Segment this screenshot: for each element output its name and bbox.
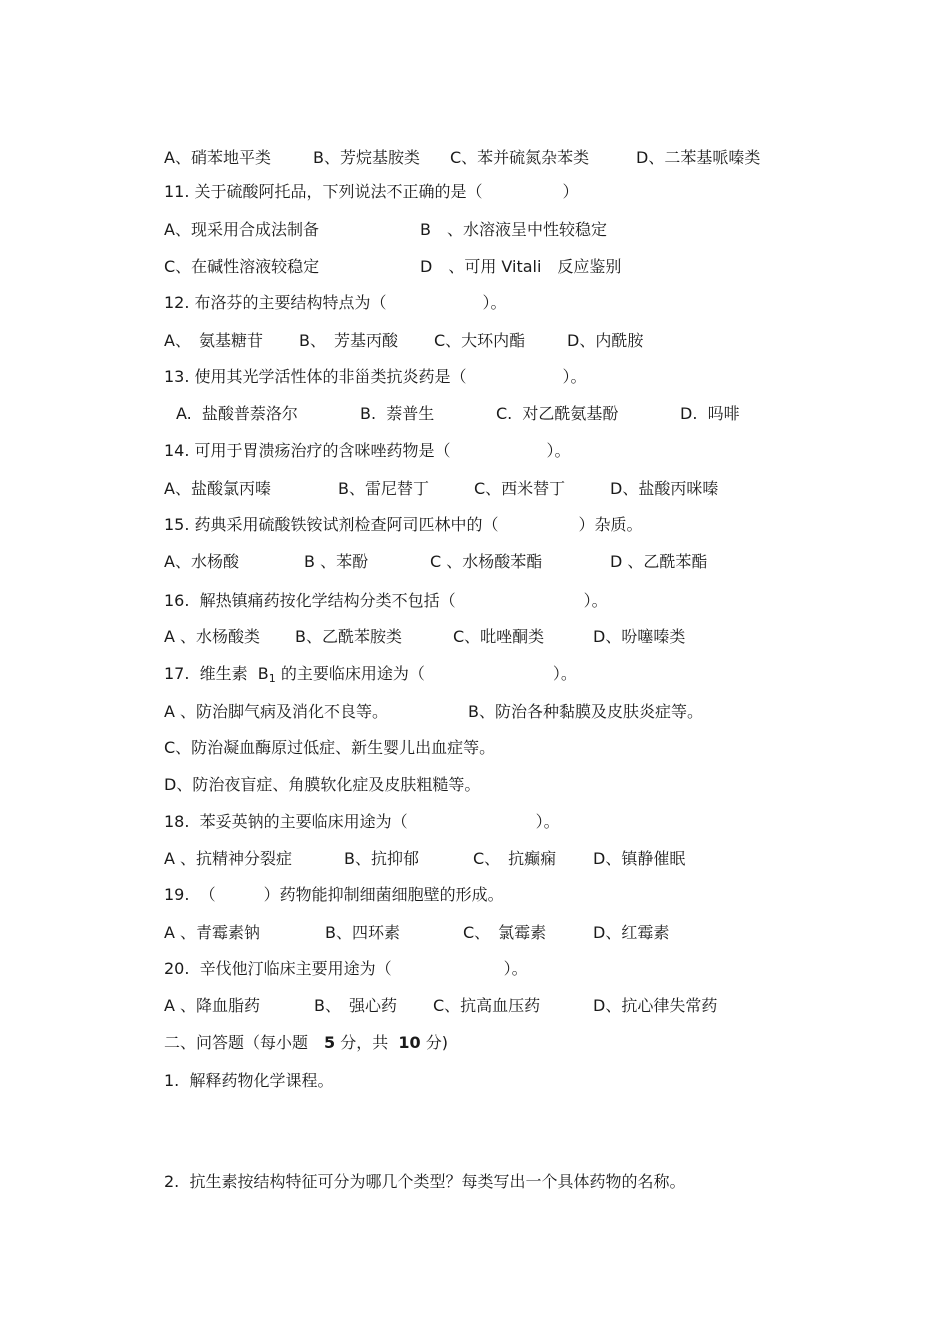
q18-option-d: D、镇静催眠 xyxy=(593,849,686,868)
q20-stem: 20. 辛伐他汀临床主要用途为（ ）。 xyxy=(164,959,528,978)
q18-option-b: B、抗抑郁 xyxy=(344,849,419,868)
q17-stem: 17. 维生素 $B_1$ 的主要临床用途为（ ）。 xyxy=(164,664,577,685)
q12-option-d: D、内酰胺 xyxy=(567,331,644,350)
q17-option-d: D、防治夜盲症、角膜软化症及皮肤粗糙等。 xyxy=(164,775,481,794)
q16-option-a: A 、水杨酸类 xyxy=(164,627,261,646)
q18-stem: 18. 苯妥英钠的主要临床用途为（ ）。 xyxy=(164,812,560,831)
q14-stem: 14. 可用于胃溃疡治疗的含咪唑药物是（ ）。 xyxy=(164,441,571,460)
q10-option-b: B、芳烷基胺类 xyxy=(313,148,420,167)
q16-stem: 16. 解热镇痛药按化学结构分类不包括（ ）。 xyxy=(164,591,608,610)
q11-option-a: A、现采用合成法制备 xyxy=(164,220,319,239)
q15-option-b: B 、苯酚 xyxy=(304,552,369,571)
q14-option-a: A、盐酸氯丙嗪 xyxy=(164,479,271,498)
q17-option-b: B、防治各种黏膜及皮肤炎症等。 xyxy=(468,702,703,721)
q19-option-a: A 、青霉素钠 xyxy=(164,923,261,942)
q18-option-c: C、 抗癫痫 xyxy=(473,849,557,868)
q14-option-c: C、西米替丁 xyxy=(474,479,566,498)
q11-option-d: D 、可用 Vitali 反应鉴别 xyxy=(420,257,622,276)
section-2-heading: 二、问答题（每小题 5 分，共 10 分) xyxy=(164,1033,449,1052)
q20-option-c: C、抗高血压药 xyxy=(433,996,541,1015)
q13-option-c: C. 对乙酰氨基酚 xyxy=(496,404,619,423)
qa-question-2: 2. 抗生素按结构特征可分为哪几个类型？每类写出一个具体药物的名称。 xyxy=(164,1172,686,1191)
q19-stem: 19. （ ）药物能抑制细菌细胞壁的形成。 xyxy=(164,885,504,904)
q13-option-d: D. 吗啡 xyxy=(680,404,740,423)
q15-option-c: C 、水杨酸苯酯 xyxy=(430,552,543,571)
q12-option-a: A、 氨基糖苷 xyxy=(164,331,263,350)
q16-option-b: B、乙酰苯胺类 xyxy=(295,627,402,646)
q19-option-d: D、红霉素 xyxy=(593,923,670,942)
q13-option-a: A. 盐酸普萘洛尔 xyxy=(176,404,298,423)
q14-option-d: D、盐酸丙咪嗪 xyxy=(610,479,719,498)
q16-option-c: C、吡唑酮类 xyxy=(453,627,545,646)
q17-option-a: A 、防治脚气病及消化不良等。 xyxy=(164,702,389,721)
q17-option-c: C、防治凝血酶原过低症、新生婴儿出血症等。 xyxy=(164,738,496,757)
qa-question-1: 1. 解释药物化学课程。 xyxy=(164,1071,334,1090)
q13-stem: 13. 使用其光学活性体的非甾类抗炎药是（ ）。 xyxy=(164,367,587,386)
q12-option-b: B、 芳基丙酸 xyxy=(299,331,398,350)
q15-stem: 15. 药典采用硫酸铁铵试剂检查阿司匹林中的（ ）杂质。 xyxy=(164,515,643,534)
q11-option-c: C、在碱性溶液较稳定 xyxy=(164,257,320,276)
q15-option-a: A、水杨酸 xyxy=(164,552,239,571)
q20-option-b: B、 强心药 xyxy=(314,996,397,1015)
q20-option-a: A 、降血脂药 xyxy=(164,996,261,1015)
q20-option-d: D、抗心律失常药 xyxy=(593,996,718,1015)
q19-option-b: B、四环素 xyxy=(325,923,400,942)
q11-option-b: B 、水溶液呈中性较稳定 xyxy=(420,220,607,239)
q13-option-b: B. 萘普生 xyxy=(360,404,435,423)
q10-option-a: A、硝苯地平类 xyxy=(164,148,271,167)
q12-stem: 12. 布洛芬的主要结构特点为（ ）。 xyxy=(164,293,507,312)
q16-option-d: D、吩噻嗪类 xyxy=(593,627,686,646)
q18-option-a: A 、抗精神分裂症 xyxy=(164,849,293,868)
q14-option-b: B、雷尼替丁 xyxy=(338,479,429,498)
q10-option-d: D、二苯基哌嗪类 xyxy=(636,148,761,167)
q19-option-c: C、 氯霉素 xyxy=(463,923,547,942)
q17-subscript: 1 xyxy=(268,672,276,685)
q10-option-c: C、苯并硫氮杂苯类 xyxy=(450,148,590,167)
q11-stem: 11. 关于硫酸阿托品，下列说法不正确的是（ ） xyxy=(164,182,579,201)
q15-option-d: D 、乙酰苯酯 xyxy=(610,552,708,571)
q12-option-c: C、大环内酯 xyxy=(434,331,526,350)
